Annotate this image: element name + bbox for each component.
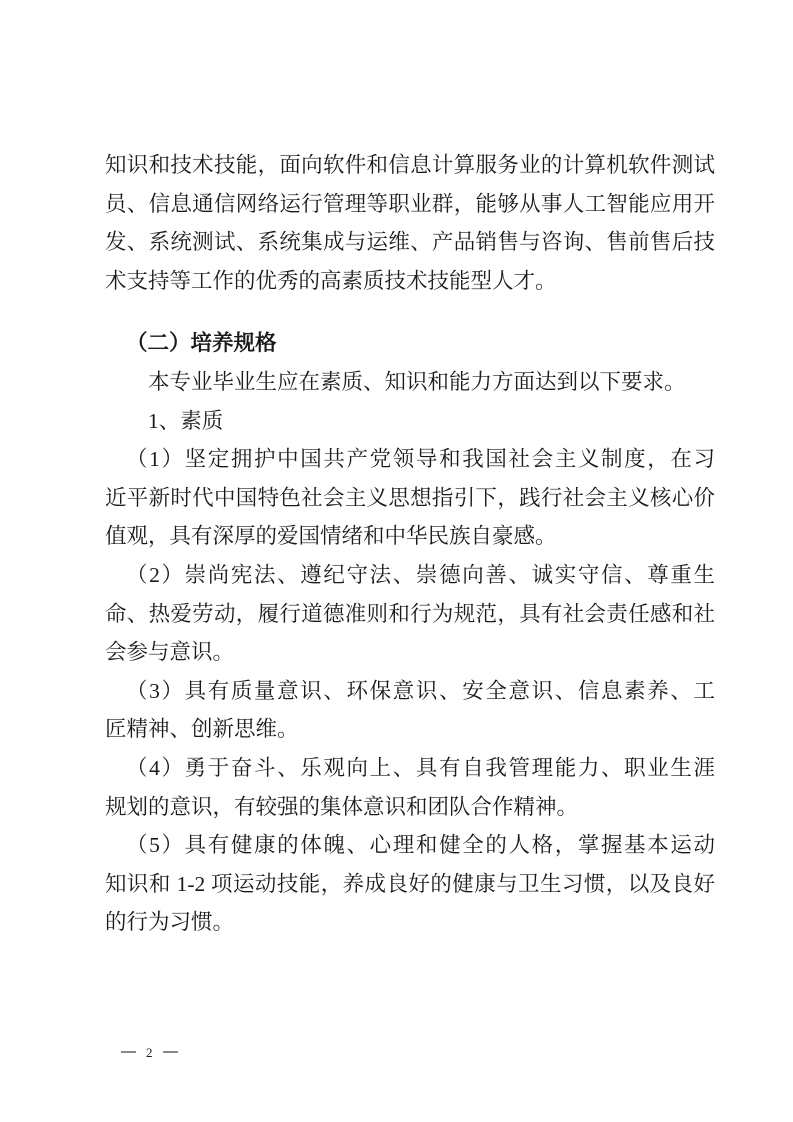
section-heading: （二）培养规格 — [126, 331, 277, 356]
numbered-item-line: （2）崇尚宪法、遵纪守法、崇德向善、诚实守信、尊重生 — [126, 562, 715, 587]
paragraph-line: 发、系统测试、系统集成与运维、产品销售与咨询、售前售后技 — [105, 230, 715, 255]
numbered-item-line: 知识和 1-2 项运动技能，养成良好的健康与卫生习惯，以及良好 — [105, 871, 715, 896]
paragraph-line: 术支持等工作的优秀的高素质技术技能型人才。 — [105, 268, 557, 293]
paragraph-line: 知识和技术技能，面向软件和信息计算服务业的计算机软件测试 — [105, 153, 715, 177]
page-footer — [121, 1044, 178, 1060]
numbered-item-line: 的行为习惯。 — [105, 910, 235, 935]
numbered-item-line: （1）坚定拥护中国共产党领导和我国社会主义制度，在习 — [126, 447, 715, 472]
page-number: 2 — [146, 1044, 153, 1060]
paragraph-line: 本专业毕业生应在素质、知识和能力方面达到以下要求。 — [148, 369, 686, 394]
numbered-item-line: 规划的意识，有较强的集体意识和团队合作精神。 — [105, 794, 579, 819]
page-content — [105, 146, 715, 942]
paragraph-line: 员、信息通信网络运行管理等职业群，能够从事人工智能应用开 — [105, 191, 715, 216]
numbered-item-line: 命、热爱劳动，履行道德准则和行为规范，具有社会责任感和社 — [105, 601, 715, 626]
numbered-item-line: （3）具有质量意识、环保意识、安全意识、信息素养、工 — [126, 678, 715, 703]
numbered-item-line: 匠精神、创新思维。 — [105, 717, 299, 742]
numbered-item-line: 近平新时代中国特色社会主义思想指引下，践行社会主义核心价 — [105, 485, 715, 510]
footer-dash-left — [121, 1051, 136, 1053]
numbered-item-line: （4）勇于奋斗、乐观向上、具有自我管理能力、职业生涯 — [126, 755, 715, 780]
numbered-item-line: 会参与意识。 — [105, 640, 235, 665]
subsection-heading: 1、素质 — [148, 408, 224, 433]
numbered-item-line: （5）具有健康的体魄、心理和健全的人格，掌握基本运动 — [126, 833, 715, 858]
numbered-item-line: 值观，具有深厚的爱国情绪和中华民族自豪感。 — [105, 524, 557, 549]
footer-dash-right — [163, 1051, 178, 1053]
